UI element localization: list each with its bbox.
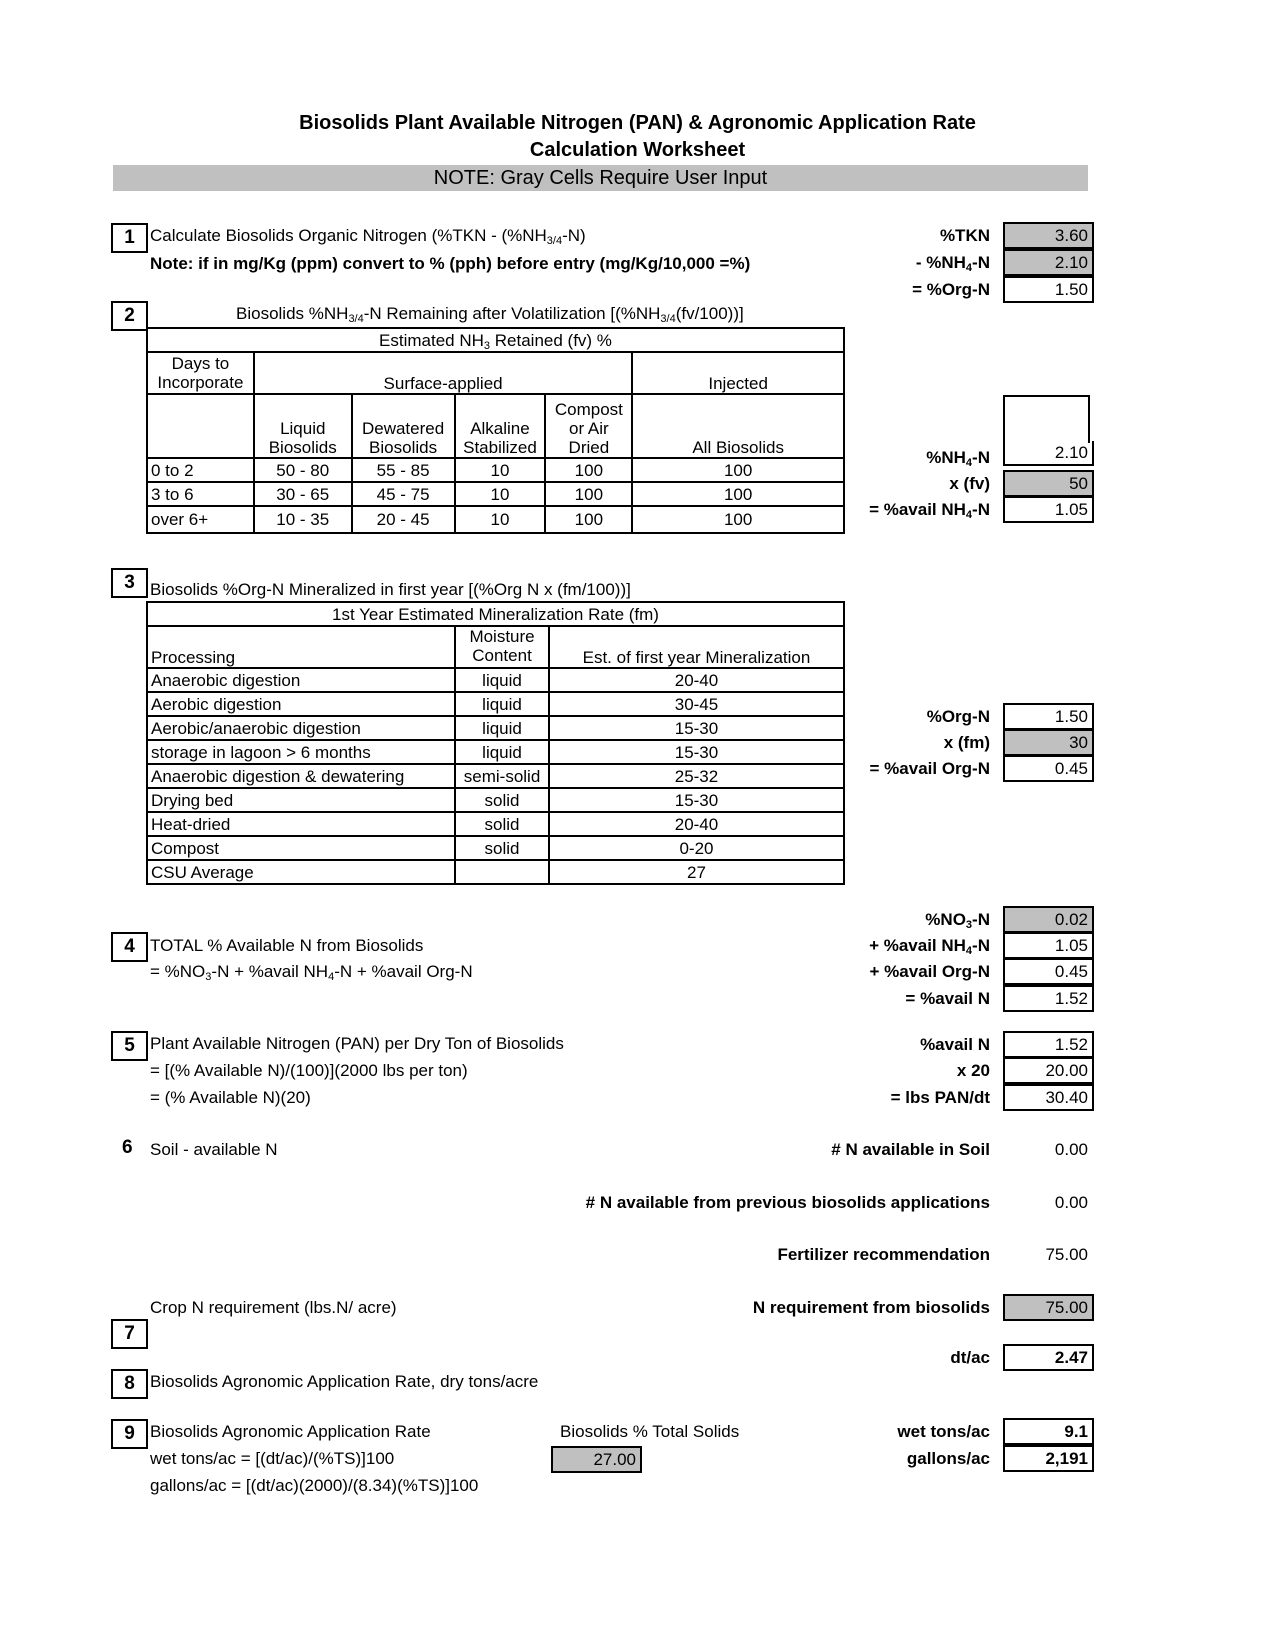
no3-label: $\%NO_3-N$: [925, 910, 990, 931]
wet-tons-value: 9.1: [1003, 1418, 1094, 1445]
s4-avail-value: 1.52: [1003, 985, 1094, 1012]
section-9-formula-1: wet tons/ac = [(dt/ac)/(%TS)]100: [150, 1449, 395, 1468]
section-8-number: 8: [111, 1369, 148, 1399]
x20-label: x 20: [956, 1061, 990, 1080]
s5-avail-label: %avail N: [920, 1035, 990, 1054]
col-dewatered-header: Dewatered Biosolids: [352, 394, 455, 458]
section-3-text: Biosolids %Org-N Mineralized in first year [(%Org N x (fm/100))]: [150, 580, 631, 599]
section-9-formula-2: gallons/ac = [(dt/ac)(2000)/(8.34)(%TS)]100: [150, 1476, 479, 1495]
tkn-input[interactable]: 3.60: [1003, 222, 1094, 249]
table-row: Heat-dried solid 20-40: [147, 812, 844, 836]
n-req-label: N requirement from biosolids: [752, 1298, 990, 1317]
table-row: 0 to 2 50 - 80 55 - 85 10 100 100: [147, 458, 844, 482]
s3-org-n-value: 1.50: [1003, 703, 1094, 730]
section-4-number: 4: [111, 932, 148, 962]
days-header: Days to Incorporate: [147, 352, 254, 394]
processing-header: Processing: [147, 626, 455, 668]
section-5-formula-1: = [(% Available N)/(100)](2000 lbs per ton): [150, 1061, 468, 1080]
pan-value: 30.40: [1003, 1084, 1094, 1111]
s4-nh4-value: 1.05: [1003, 932, 1094, 959]
section-3-number: 3: [111, 568, 148, 598]
volatilization-table-title: Estimated $NH_3$ Retained (fv) %: [147, 328, 844, 352]
table-row: Drying bed solid 15-30: [147, 788, 844, 812]
table-row: Aerobic/anaerobic digestion liquid 15-30: [147, 716, 844, 740]
table-row: Anaerobic digestion liquid 20-40: [147, 668, 844, 692]
table-row: CSU Average 27: [147, 860, 844, 884]
avail-nh4-label: = %avail $NH_4-N$: [869, 500, 990, 521]
dtac-value: 2.47: [1003, 1344, 1094, 1371]
s5-avail-value: 1.52: [1003, 1031, 1094, 1058]
fert-rec-label: Fertilizer recommendation: [777, 1245, 990, 1264]
table-row: Anaerobic digestion & dewatering semi-solid 25-32: [147, 764, 844, 788]
wet-tons-label: wet tons/ac: [897, 1422, 990, 1441]
s3-org-n-label: %Org-N: [926, 707, 990, 726]
avail-org-n-label: = %avail Org-N: [869, 759, 990, 778]
table-row: Aerobic digestion liquid 30-45: [147, 692, 844, 716]
gallons-label: gallons/ac: [906, 1449, 990, 1468]
gallons-value: 2,191: [1003, 1445, 1094, 1472]
s2-nh4-value: 2.10: [1003, 441, 1094, 466]
section-5-formula-2: = (% Available N)(20): [150, 1088, 311, 1107]
section-8-text: Biosolids Agronomic Application Rate, dry tons/acre: [150, 1372, 539, 1391]
section-1-note: Note: if in mg/Kg (ppm) convert to % (pph) before entry (mg/Kg/10,000 =%): [150, 254, 751, 273]
est-header: Est. of first year Mineralization: [549, 626, 844, 668]
s4-nh4-label: + %avail $NH_4-N$: [869, 936, 990, 957]
tkn-label: %TKN: [939, 226, 990, 245]
section-1-number: 1: [111, 223, 148, 253]
section-9-number: 9: [111, 1419, 148, 1449]
soil-n-value: 0.00: [1054, 1140, 1088, 1159]
worksheet-title: Biosolids Plant Available Nitrogen (PAN) & Agronomic Application Rate: [299, 112, 976, 134]
s4-org-value: 0.45: [1003, 958, 1094, 985]
s4-avail-label: = %avail N: [905, 989, 990, 1008]
section-7-number: 7: [111, 1319, 148, 1349]
fm-input[interactable]: 30: [1003, 729, 1094, 756]
pan-label: = lbs PAN/dt: [890, 1088, 990, 1107]
dtac-label: dt/ac: [950, 1348, 990, 1367]
x20-value: 20.00: [1003, 1057, 1094, 1084]
section-1-text: Calculate Biosolids Organic Nitrogen ($\%TKN - (\%NH_{3/4}-N)$: [150, 226, 586, 247]
fv-label: x (fv): [949, 474, 990, 493]
org-n-label: = %Org-N: [912, 280, 990, 299]
nh4-input[interactable]: 2.10: [1003, 249, 1094, 276]
col-compost-header: Compost or Air Dried: [545, 394, 632, 458]
prev-n-value: 0.00: [1054, 1193, 1088, 1212]
s2-nh4-label: $\%NH_4-N$: [926, 448, 990, 469]
avail-org-n-value: 0.45: [1003, 755, 1094, 782]
section-2-text: Biosolids $\%NH_{3/4}-N$ Remaining after Volatilization $[(\%NH_{3/4}(fv/100))]$: [236, 304, 744, 325]
col-alkaline-header: Alkaline Stabilized: [455, 394, 546, 458]
s4-org-label: + %avail Org-N: [869, 962, 990, 981]
avail-nh4-value: 1.05: [1003, 496, 1094, 523]
col-liquid-header: Liquid Biosolids: [254, 394, 352, 458]
prev-n-label: # N available from previous biosolids applications: [585, 1193, 990, 1212]
injected-header: Injected: [632, 352, 844, 394]
total-solids-label: Biosolids % Total Solids: [560, 1422, 740, 1441]
total-solids-input[interactable]: 27.00: [551, 1446, 642, 1473]
section-6-number: 6: [122, 1137, 133, 1158]
section-4-text: TOTAL % Available N from Biosolids: [150, 936, 424, 955]
table-row: storage in lagoon > 6 months liquid 15-30: [147, 740, 844, 764]
mineralization-table-title: 1st Year Estimated Mineralization Rate (fm): [147, 602, 844, 626]
section-7-text: Crop N requirement (lbs.N/ acre): [150, 1298, 397, 1317]
moisture-header: Moisture Content: [455, 626, 549, 668]
table-row: Compost solid 0-20: [147, 836, 844, 860]
section-5-number: 5: [111, 1031, 148, 1061]
fv-input[interactable]: 50: [1003, 470, 1094, 497]
section-9-text: Biosolids Agronomic Application Rate: [150, 1422, 431, 1441]
note-bar: NOTE: Gray Cells Require User Input: [113, 165, 1088, 191]
section-2-number: 2: [111, 301, 148, 331]
nh4-label: - $\%NH_4-N$: [915, 253, 990, 274]
no3-input[interactable]: 0.02: [1003, 906, 1094, 933]
fm-label: x (fm): [943, 733, 990, 752]
n-req-input[interactable]: 75.00: [1003, 1294, 1094, 1321]
surface-applied-header: Surface-applied: [254, 352, 632, 394]
section-4-formula: = $\%NO_3-N$ + %avail $NH_4-N$ + %avail Org-N: [150, 962, 473, 983]
table-row: over 6+ 10 - 35 20 - 45 10 100 100: [147, 506, 844, 533]
nh4-tall-cell-top: [1003, 395, 1090, 443]
fert-rec-value: 75.00: [1045, 1245, 1088, 1264]
soil-n-label: # N available in Soil: [831, 1140, 990, 1159]
worksheet-subtitle: Calculation Worksheet: [529, 139, 746, 161]
table-row: 3 to 6 30 - 65 45 - 75 10 100 100: [147, 482, 844, 506]
section-6-text: Soil - available N: [150, 1140, 278, 1159]
col-all-header: All Biosolids: [632, 394, 844, 458]
org-n-value: 1.50: [1003, 276, 1094, 303]
section-5-text: Plant Available Nitrogen (PAN) per Dry Ton of Biosolids: [150, 1034, 564, 1053]
